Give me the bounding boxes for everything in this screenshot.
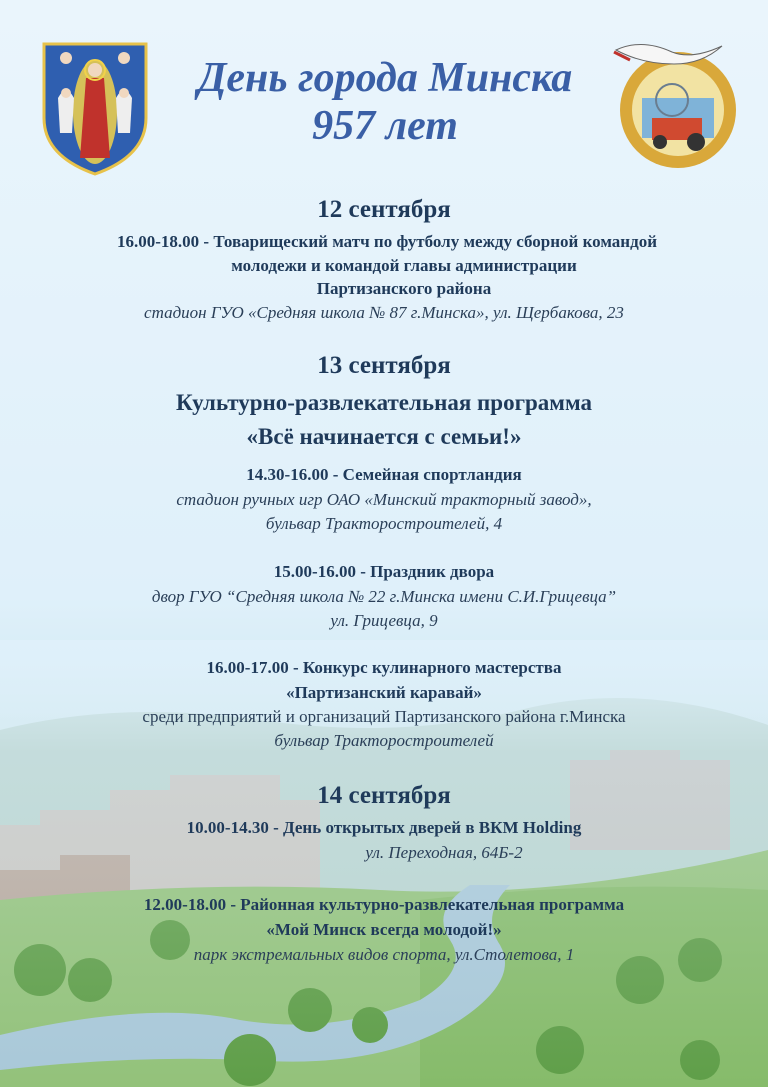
- day2-event2-venue-line2: ул. Грицевца, 9: [330, 611, 438, 630]
- day2-program-subtitle: «Всё начинается с семьи!»: [246, 424, 522, 449]
- day2-event2-venue-line1: двор ГУО “Средняя школа № 22 г.Минска имени С.И.Грицевца”: [151, 587, 617, 606]
- day2-event1-venue-line2: бульвар Тракторостроителей, 4: [265, 514, 503, 533]
- day2-event3-title2: «Партизанский каравай»: [286, 683, 482, 702]
- day3-event1-venue: ул. Переходная, 64Б-2: [365, 843, 523, 862]
- page-title: День города Минска: [197, 55, 573, 101]
- day3-event1-title: 10.00-14.30 - День открытых дверей в ВКМ Holding: [186, 818, 582, 837]
- day1-event-line1: 16.00-18.00 - Товарищеский матч по футболу между сборной командой: [117, 232, 657, 251]
- day2-date: 13 сентября: [317, 352, 451, 379]
- day2-event1-title: 14.30-16.00 - Семейная спортландия: [246, 465, 522, 484]
- day3-event2-title: 12.00-18.00 - Районная культурно-развлекательная программа: [143, 895, 625, 914]
- day2-event3-title: 16.00-17.00 - Конкурс кулинарного мастерства: [206, 658, 562, 677]
- day2-program-title: Культурно-развлекательная программа: [176, 390, 592, 415]
- day2-event1-venue-line1: стадион ручных игр ОАО «Минский тракторный завод»,: [176, 490, 592, 509]
- day3-event2-title2: «Мой Минск всегда молодой!»: [266, 920, 502, 939]
- day1-event-line2: молодежи и командой главы администрации: [231, 256, 577, 275]
- day1-date: 12 сентября: [317, 196, 451, 223]
- day1-venue: стадион ГУО «Средняя школа № 87 г.Минска», ул. Щербакова, 23: [144, 303, 624, 322]
- day2-event3-venue-line2: бульвар Тракторостроителей: [274, 731, 494, 750]
- day2-event3-venue-line1: среди предприятий и организаций Партизанского района г.Минска: [142, 707, 626, 726]
- day3-date: 14 сентября: [317, 782, 451, 809]
- page-subtitle-years: 957 лет: [312, 103, 458, 149]
- day3-event2-venue: парк экстремальных видов спорта, ул.Столетова, 1: [193, 945, 575, 964]
- day2-event2-title: 15.00-16.00 - Праздник двора: [273, 562, 495, 581]
- day1-event-line3: Партизанского района: [316, 279, 492, 298]
